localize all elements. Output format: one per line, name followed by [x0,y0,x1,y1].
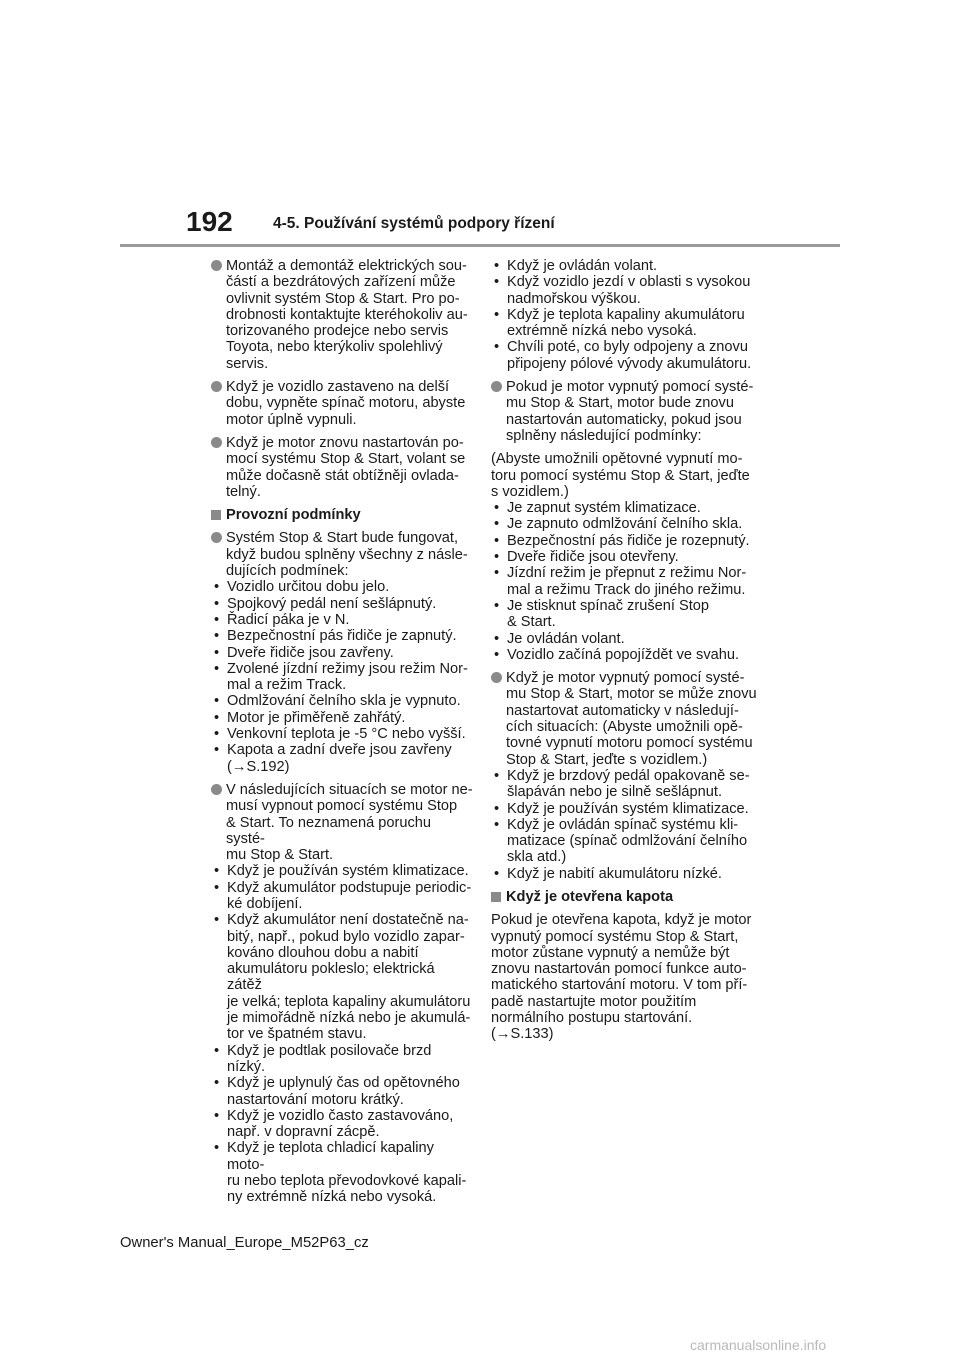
right_column-block [491,258,757,372]
text-line: tovné vypnutí motoru pomocí systému [506,735,753,752]
list-item [211,726,473,742]
list-item [211,661,473,694]
text-line: • Řadicí páka je v N. [227,611,350,628]
text-line: • Venkovní teplota je -5 °C nebo vyšší. [227,726,466,743]
section-heading [491,889,757,905]
text-line: • Když je brzdový pedál opakovaně se- [507,767,750,784]
list-item [491,817,757,866]
square-bullet-icon [211,510,221,520]
paragraph [491,451,757,500]
text-line: • Když je vozidlo často zastavováno, [227,1107,454,1124]
text-line: Když je motor vypnutý pomocí systé- [506,670,745,687]
list-item [211,1075,473,1108]
text-line: drobnosti kontaktujte kteréhokoliv au- [226,306,468,323]
text-line: • Vozidlo určitou dobu jelo. [227,579,390,596]
list-item [211,693,473,709]
text-line: • Jízdní režim je přepnut z režimu Nor- [507,565,747,582]
text-line: vypnutý pomocí systému Stop & Start, [491,928,739,945]
list-item [491,631,757,647]
text-line: znovu nastartován pomocí funkce auto- [491,961,747,978]
text-line: Toyota, nebo kterýkoliv spolehlivý [226,339,443,356]
text-line: V následujících situacích se motor ne- [226,781,473,798]
text-line: akumulátoru pokleslo; elektrická zátěž [227,961,435,994]
list-item [491,274,757,307]
text-line: mal a režimu Track do jiného režimu. [507,581,746,598]
text-line: Když je motor znovu nastartován po- [226,434,464,451]
left_column-block [211,379,473,428]
list-item [211,863,473,879]
text-line: mu Stop & Start, motor bude znovu [506,395,734,412]
bullet-list [491,258,757,372]
paragraph [491,912,757,1042]
right_column-block [491,451,757,663]
text-line: • Kapota a zadní dveře jsou zavřeny [227,742,452,759]
text-line: padě nastartujte motor použitím [491,993,697,1010]
right-column [491,258,757,1050]
list-item [211,1043,473,1076]
bullet-list [211,579,473,775]
circle-bullet-icon [211,784,222,795]
text-line: motor úplně vypnuli. [226,411,357,428]
text-line: & Start. [507,614,556,631]
text-line: • Když je používán systém klimatizace. [507,800,749,817]
text-line: Pokud je otevřena kapota, když je motor [491,912,752,929]
list-item [211,612,473,628]
text-line: torizovaného prodejce nebo servis [226,323,449,340]
list-item [491,258,757,274]
text-line: • Dveře řidiče jsou zavřeny. [227,644,394,661]
text-line: Když je vozidlo zastaveno na delší [226,379,450,396]
text-line: když budou splněny všechny z násle- [226,546,468,563]
list-item [211,1140,473,1205]
page-number: 192 [186,206,233,237]
header-divider [120,244,840,247]
text-line: (→S.133) [491,1026,554,1043]
paragraph [491,670,757,768]
left_column-block [211,507,473,523]
text-line: Pokud je motor vypnutý pomocí systé- [506,379,754,396]
text-line: • Odmlžování čelního skla je vypnuto. [227,693,461,710]
list-item [211,645,473,661]
text-line: splněny následující podmínky: [506,427,702,444]
bullet-list [211,863,473,1205]
list-item [491,500,757,516]
text-line: • Je zapnut systém klimatizace. [507,500,701,517]
text-line: • Chvíli poté, co byly odpojeny a znovu [507,339,748,356]
list-item [491,565,757,598]
text-line: • Když je teplota kapaliny akumulátoru [507,306,745,323]
text-line: mal a režim Track. [227,677,347,694]
paragraph [211,379,473,428]
list-item [211,579,473,595]
text-line: • Zvolené jízdní režimy jsou režim Nor- [227,660,468,677]
text-line: • Když akumulátor není dostatečně na- [227,912,469,929]
text-line: • Je stisknut spínač zrušení Stop [507,597,709,614]
text-line: částí a bezdrátových zařízení může [226,274,456,291]
text-line: např. v dopravní zácpě. [227,1124,380,1141]
list-item [211,710,473,726]
text-line: bitý, např., pokud bylo vozidlo zapar- [227,928,465,945]
text-line: ru nebo teplota převodovkové kapali- [227,1173,467,1190]
text-line: • Když je uplynulý čas od opětovného [227,1075,460,1092]
right_column-block [491,889,757,905]
text-line: skla atd.) [507,849,567,866]
watermark: carmanualsonline.info [690,1337,827,1353]
text-line: • Když je ovládán spínač systému kli- [507,816,739,833]
text-line: matizace (spínač odmlžování čelního [507,833,748,850]
left_column-block [211,782,473,1206]
text-line: servis. [226,355,269,372]
square-bullet-icon [491,892,501,902]
text-line: tor ve špatném stavu. [227,1026,367,1043]
text-line: • Bezpečnostní pás řidiče je rozepnutý. [507,532,750,549]
circle-bullet-icon [491,381,502,392]
text-line: • Když akumulátor podstupuje periodic- [227,879,472,896]
text-line: (Abyste umožnili opětovné vypnutí mo- [491,451,743,468]
text-line: může dočasně stát obtížněji ovlada- [226,467,459,484]
list-item [211,912,473,1042]
list-item [211,742,473,775]
text-line: ké dobíjení. [227,895,303,912]
list-item [491,339,757,372]
list-item [491,768,757,801]
list-item [491,598,757,631]
text-line: s vozidlem.) [491,483,569,500]
list-item [211,596,473,612]
bullet-list [491,768,757,882]
list-item [211,880,473,913]
text-line: Když je otevřena kapota [506,888,674,905]
paragraph [211,258,473,372]
text-line: mu Stop & Start. [226,847,334,864]
circle-bullet-icon [211,381,222,392]
text-line: musí vypnout pomocí systému Stop [226,798,458,815]
paragraph [211,782,473,863]
text-line: Montáž a demontáž elektrických sou- [226,258,467,274]
left-column [211,258,473,1213]
text-line: je velká; teplota kapaliny akumulátoru [227,993,471,1010]
right_column-block [491,670,757,882]
bullet-list [491,500,757,663]
section-title: 4-5. Používání systémů podpory řízení [273,215,555,232]
text-line: & Start. To neznamená poruchu systé- [226,814,431,847]
left_column-block [211,435,473,500]
text-line: nastartovat automaticky v následují- [506,702,739,719]
text-line: motor zůstane vypnutý a nemůže být [491,944,730,961]
text-line: matického startování motoru. V tom pří- [491,977,748,994]
text-line: • Vozidlo začíná popojíždět ve svahu. [507,646,740,663]
list-item [491,801,757,817]
text-line: cích situacích: (Abyste umožnili opě- [506,719,743,736]
text-line: ny extrémně nízká nebo vysoká. [227,1189,437,1206]
list-item [491,647,757,663]
circle-bullet-icon [491,672,502,683]
text-line: • Je ovládán volant. [507,630,625,647]
left_column-block [211,530,473,774]
text-line: • Dveře řidiče jsou otevřeny. [507,549,679,566]
text-line: • Když je ovládán volant. [507,258,658,274]
text-line: Stop & Start, jeďte s vozidlem.) [506,751,708,768]
text-line: • Když je používán systém klimatizace. [227,863,469,880]
left_column-block [211,258,473,372]
list-item [491,549,757,565]
text-line: • Když je teplota chladicí kapaliny moto- [227,1140,434,1173]
paragraph [491,379,757,444]
list-item [211,628,473,644]
text-line: dobu, vypněte spínač motoru, abyste [226,395,466,412]
footer-text: Owner's Manual_Europe_M52P63_cz [120,1235,369,1251]
text-line: normálního postupu startování. [491,1010,693,1027]
text-line: kováno dlouhou dobu a nabití [227,944,419,961]
text-line: (→S.192) [227,758,290,775]
text-line: šlapáván nebo je silně sešlápnut. [507,784,723,801]
text-line: dujících podmínek: [226,563,349,580]
text-line: ovlivnit systém Stop & Start. Pro po- [226,290,460,307]
right_column-block [491,379,757,444]
text-line: • Bezpečnostní pás řidiče je zapnutý. [227,628,457,645]
text-line: Provozní podmínky [226,507,361,524]
text-line: telný. [226,483,261,500]
circle-bullet-icon [211,260,222,271]
text-line: nastartování motoru krátký. [227,1091,404,1108]
circle-bullet-icon [211,532,222,543]
list-item [491,516,757,532]
text-line: • Je zapnuto odmlžování čelního skla. [507,516,743,533]
text-line: nastartován automaticky, pokud jsou [506,411,742,428]
text-line: je mimořádně nízká nebo je akumulá- [227,1010,471,1027]
text-line: • Když je podtlak posilovače brzd nízký. [227,1042,432,1075]
list-item [491,533,757,549]
right_column-block [491,912,757,1042]
text-line: • Spojkový pedál není sešlápnutý. [227,595,437,612]
section-heading [211,507,473,523]
list-item [211,1108,473,1141]
text-line: Systém Stop & Start bude fungovat, [226,530,459,547]
paragraph [211,435,473,500]
text-line: mu Stop & Start, motor se může znovu [506,686,757,703]
list-item [491,307,757,340]
text-line: • Motor je přiměřeně zahřátý. [227,709,406,726]
text-line: nadmořskou výškou. [507,290,641,307]
text-line: mocí systému Stop & Start, volant se [226,451,466,468]
text-line: extrémně nízká nebo vysoká. [507,323,697,340]
text-line: • Když je nabití akumulátoru nízké. [507,865,722,882]
list-item [491,866,757,882]
circle-bullet-icon [211,437,222,448]
text-line: připojeny pólové vývody akumulátoru. [507,355,752,372]
paragraph [211,530,473,579]
text-line: • Když vozidlo jezdí v oblasti s vysokou [507,274,751,291]
text-line: toru pomocí systému Stop & Start, jeďte [491,467,750,484]
